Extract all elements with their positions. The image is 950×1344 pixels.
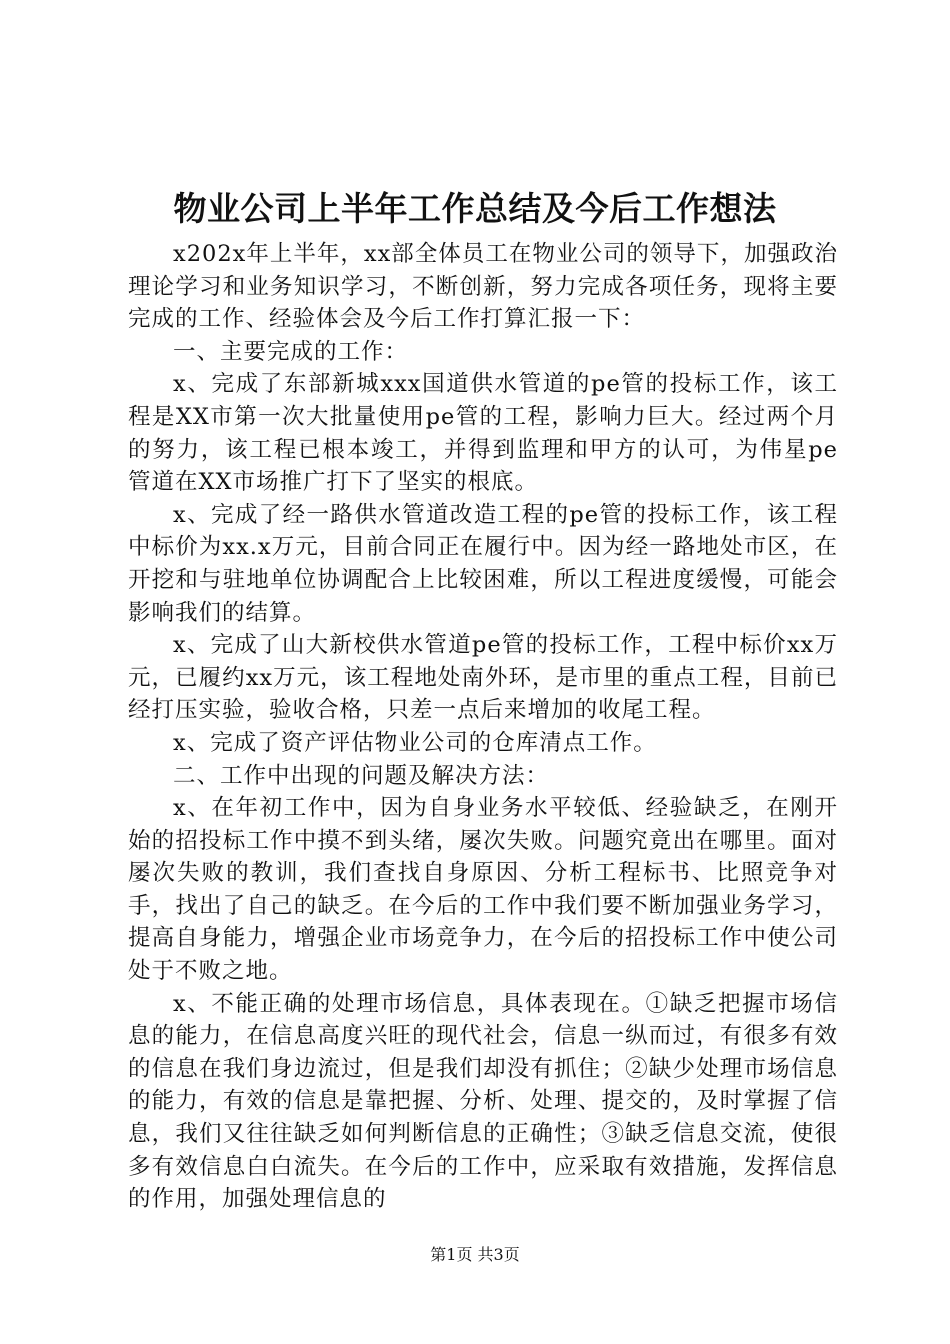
paragraph-item: x、不能正确的处理市场信息，具体表现在。①缺乏把握市场信息的能力，在信息高度兴旺的现代社会，信息一纵而过，有很多有效的信息在我们身边流过，但是我们却没有抓住；②缺少处理市场信息的能力，有效的信息是靠把握、分析、处理、提交的，及时掌握了信息，我们又往往缺乏如何判断信息的正确性；③缺乏信息交流，使很多有效信息白白流失。在今后的工作中，应采取有效措施，发挥信息的作用，加强处理信息的 [128, 990, 838, 1213]
page-number-footer: 第1页 共3页 [430, 1245, 520, 1264]
paragraph-item: x、在年初工作中，因为自身业务水平较低、经验缺乏，在刚开始的招投标工作中摸不到头绪，屡次失败。问题究竟出在哪里。面对屡次失败的教训，我们查找自身原因、分析工程标书、比照竞争对手，找出了自己的缺乏。在今后的工作中我们要不断加强业务学习，提高自身能力，增强企业市场竞争力，在今后的招投标工作中使公司处于不败之地。 [128, 795, 838, 985]
document-body [128, 238, 838, 1216]
section-heading-problems: 二、工作中出现的问题及解决方法： [173, 762, 550, 789]
paragraph-item: x、完成了山大新校供水管道pe管的投标工作，工程中标价xx万元，已履约xx万元，该工程地处南外环，是市里的重点工程，目前已经打压实验，验收合格，只差一点后来增加的收尾工程。 [128, 632, 838, 724]
paragraph-item: x、完成了经一路供水管道改造工程的pe管的投标工作，该工程中标价为xx.x万元，目前合同正在履行中。因为经一路地处市区，在开挖和与驻地单位协调配合上比较困难，所以工程进度缓慢，可能会影响我们的结算。 [128, 501, 838, 626]
section-heading-main-work: 一、主要完成的工作： [173, 338, 409, 365]
document-title: 物业公司上半年工作总结及今后工作想法 [173, 189, 777, 228]
paragraph-intro: x202x年上半年，xx部全体员工在物业公司的领导下，加强政治理论学习和业务知识学习，不断创新，努力完成各项任务，现将主要完成的工作、经验体会及今后工作打算汇报一下： [128, 241, 838, 333]
paragraph-item: x、完成了资产评估物业公司的仓库清点工作。 [173, 729, 657, 756]
paragraph-item: x、完成了东部新城xxx国道供水管道的pe管的投标工作，该工程是XX市第一次大批量使用pe管的工程，影响力巨大。经过两个月的努力，该工程已根本竣工，并得到监理和甲方的认可，为伟星pe管道在XX市场推广打下了坚实的根底。 [128, 371, 838, 496]
